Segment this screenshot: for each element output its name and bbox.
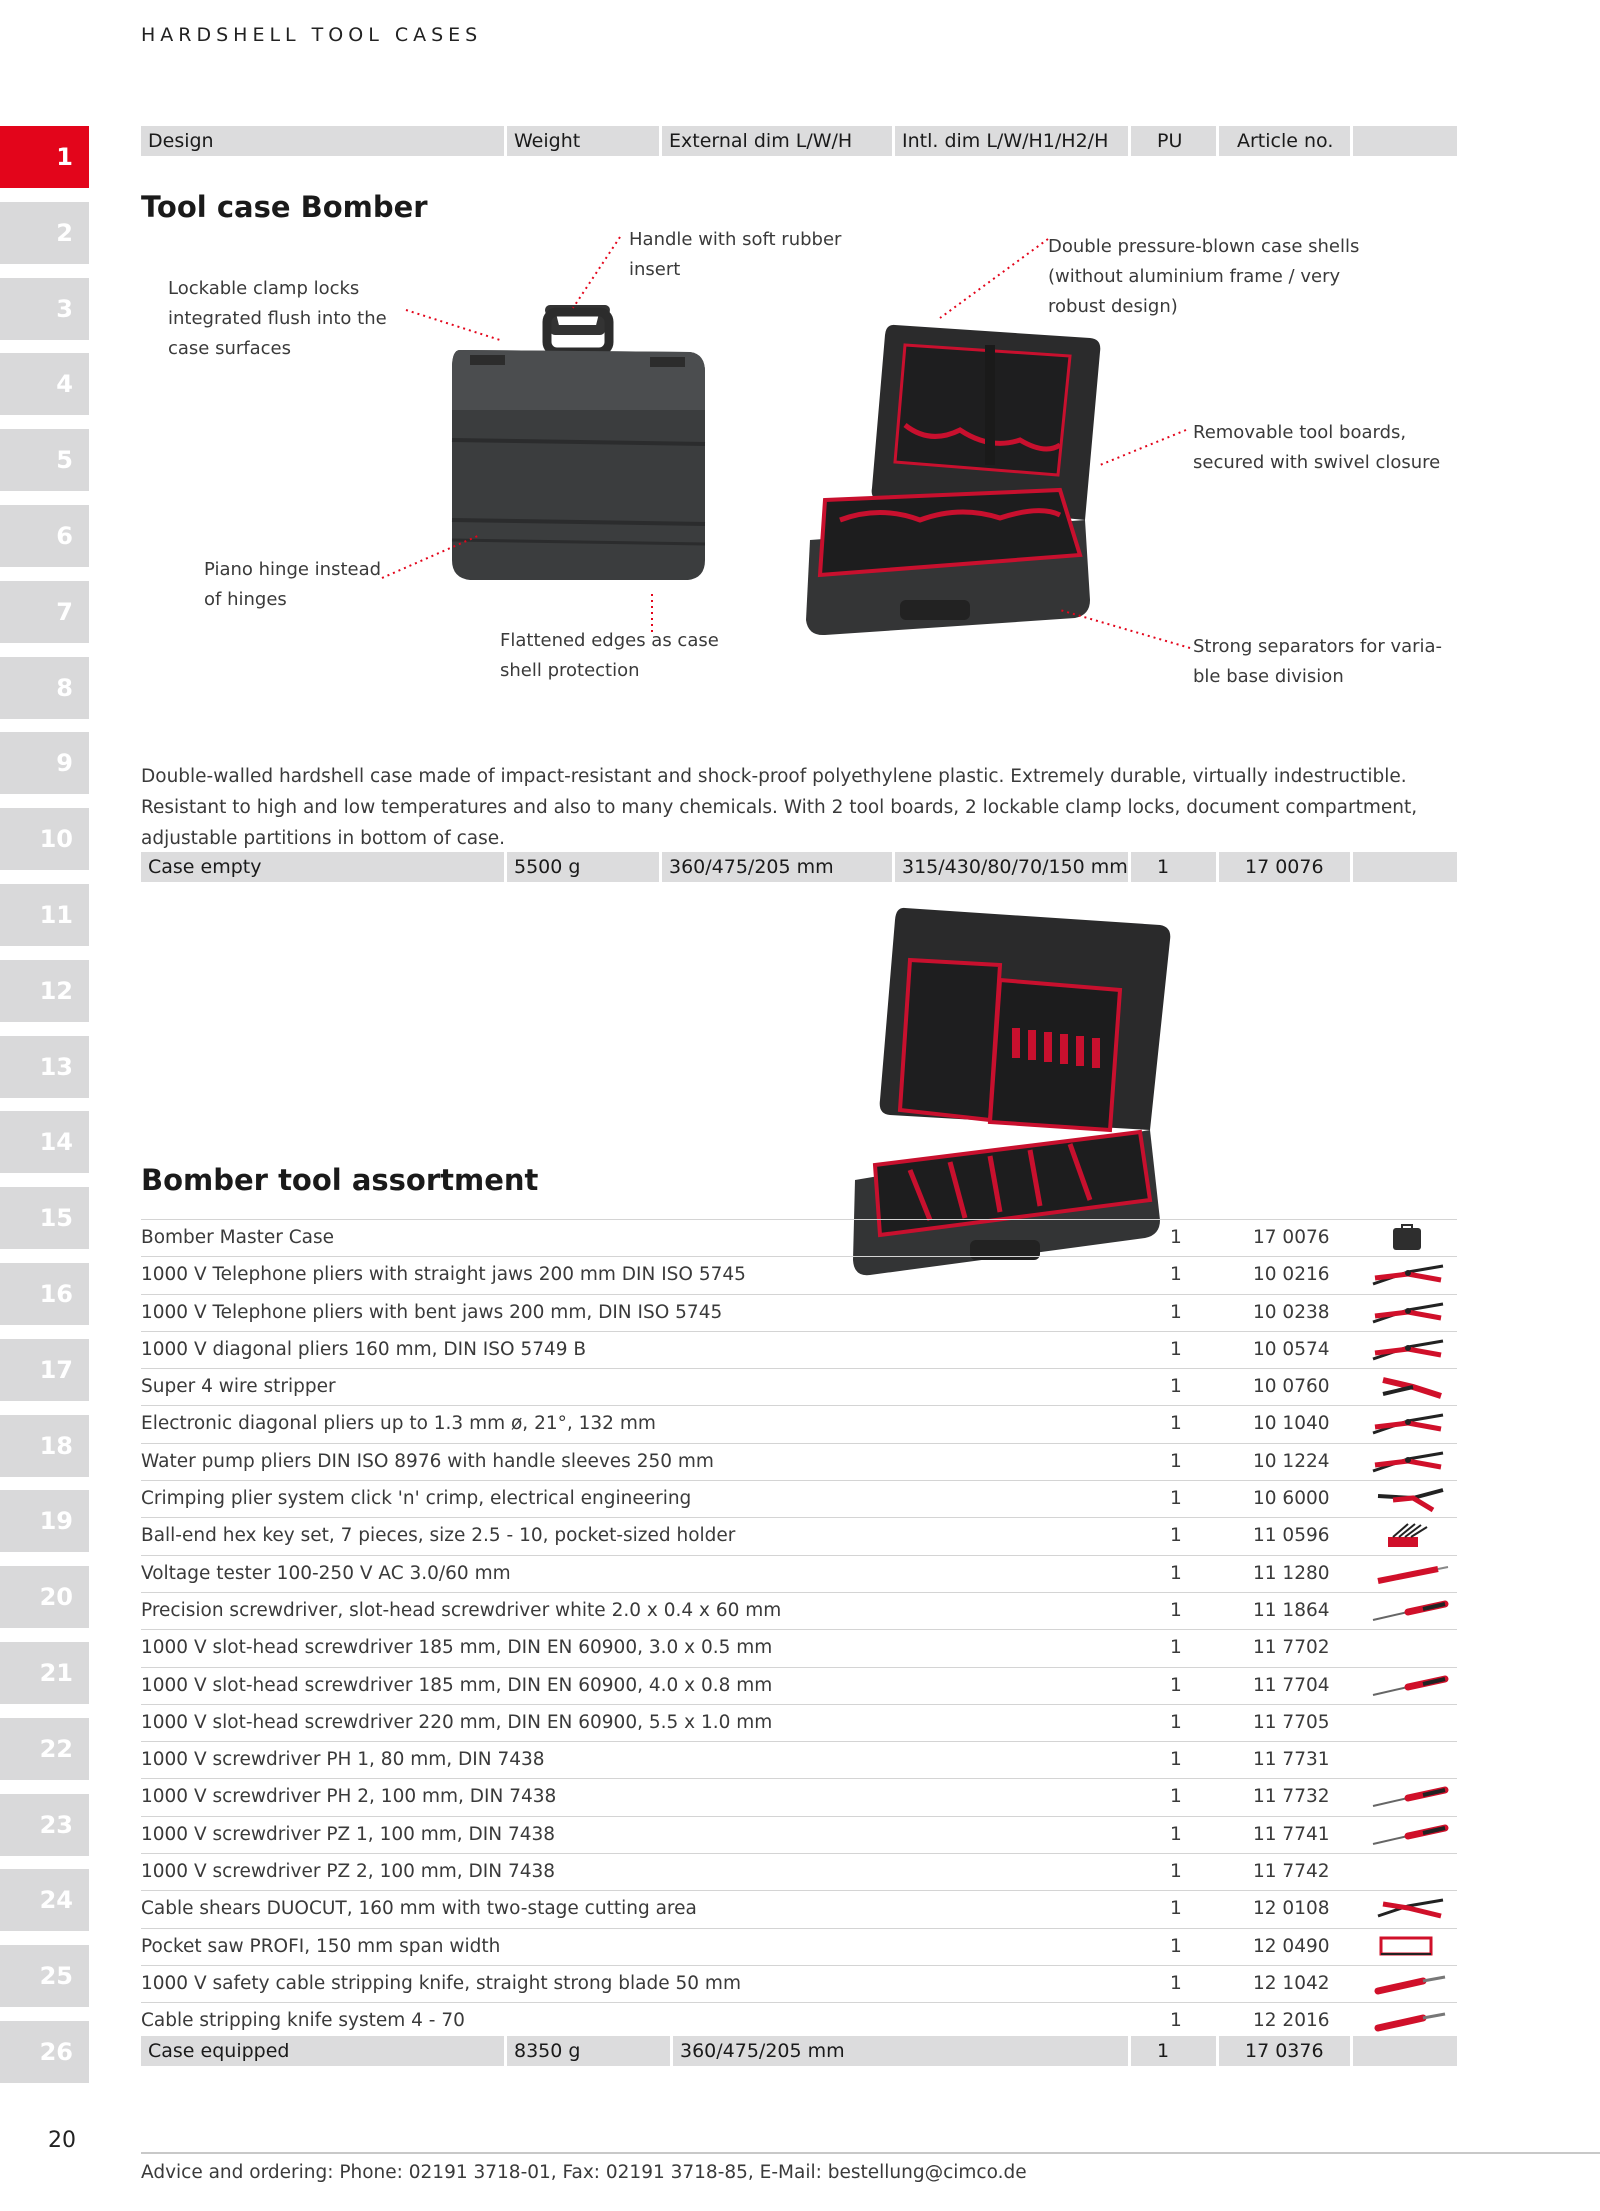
chapter-tab-24[interactable]: 24 bbox=[0, 1869, 89, 1931]
table-row bbox=[141, 1517, 1457, 1554]
callout-separators: Strong separators for varia-ble base division bbox=[1193, 636, 1443, 687]
header-internal-dim: Intl. dim L/W/H1/H2/H bbox=[895, 126, 1128, 156]
footer-divider bbox=[141, 2152, 1600, 2154]
item-pu: 1 bbox=[1170, 1413, 1182, 1435]
table-row bbox=[141, 1256, 1457, 1293]
callout-clamp-locks: Lockable clamp locks integrated flush into the case surfaces bbox=[168, 278, 387, 359]
screwdriver-icon bbox=[1363, 1671, 1453, 1701]
item-article-no: 17 0076 bbox=[1253, 1227, 1330, 1248]
knife-icon bbox=[1363, 2006, 1453, 2036]
chapter-tab-25[interactable]: 25 bbox=[0, 1945, 89, 2007]
chapter-tab-16[interactable]: 16 bbox=[0, 1263, 89, 1325]
table-row bbox=[141, 1741, 1457, 1778]
chapter-tab-12[interactable]: 12 bbox=[0, 960, 89, 1022]
pliers-icon bbox=[1363, 1409, 1453, 1439]
callout-case-shells: Double pressure-blown case shells (without aluminium frame / very robust design) bbox=[1048, 236, 1360, 317]
case-icon bbox=[1363, 1223, 1453, 1253]
chapter-tab-22[interactable]: 22 bbox=[0, 1718, 89, 1780]
item-article-no: 10 0238 bbox=[1253, 1301, 1330, 1323]
item-pu: 1 bbox=[1170, 1674, 1182, 1696]
item-name: Precision screwdriver, slot-head screwdriver white 2.0 x 0.4 x 60 mm bbox=[141, 1599, 782, 1621]
item-article-no: 10 6000 bbox=[1253, 1488, 1330, 1510]
item-article-no: 12 2016 bbox=[1253, 2010, 1330, 2032]
chapter-tab-19[interactable]: 19 bbox=[0, 1490, 89, 1552]
callout-handle: Handle with soft rubber insert bbox=[629, 229, 842, 280]
item-name: Pocket saw PROFI, 150 mm span width bbox=[141, 1935, 501, 1957]
table-row bbox=[141, 1555, 1457, 1592]
case-equipped-weight: 8350 g bbox=[507, 2036, 670, 2066]
chapter-tab-5[interactable]: 5 bbox=[0, 429, 89, 491]
footer-contact: Advice and ordering: Phone: 02191 3718-01, Fax: 02191 3718-85, E-Mail: bestellung@cimco.de bbox=[141, 2162, 1027, 2183]
tool-case-illustration bbox=[0, 0, 1600, 740]
callout-flattened-edges: Flattened edges as case shell protection bbox=[500, 630, 719, 681]
chapter-tab-3[interactable]: 3 bbox=[0, 278, 89, 340]
item-pu: 1 bbox=[1170, 1637, 1182, 1659]
table-row bbox=[141, 1928, 1457, 1965]
chapter-tab-20[interactable]: 20 bbox=[0, 1566, 89, 1628]
item-name: Super 4 wire stripper bbox=[141, 1376, 336, 1398]
closed-case-image bbox=[452, 310, 705, 580]
item-article-no: 10 1224 bbox=[1253, 1450, 1330, 1472]
case-empty-internal: 315/430/80/70/150 mm bbox=[895, 852, 1128, 882]
item-article-no: 11 7741 bbox=[1253, 1823, 1330, 1845]
chapter-tab-13[interactable]: 13 bbox=[0, 1036, 89, 1098]
item-article-no: 11 0596 bbox=[1253, 1525, 1330, 1547]
item-pu: 1 bbox=[1170, 1376, 1182, 1398]
hex-key-icon bbox=[1363, 1521, 1453, 1551]
table-row bbox=[141, 1294, 1457, 1331]
item-name: 1000 V screwdriver PH 2, 100 mm, DIN 7438 bbox=[141, 1786, 557, 1808]
item-pu: 1 bbox=[1170, 1525, 1182, 1547]
shears-icon bbox=[1363, 1894, 1453, 1924]
item-pu: 1 bbox=[1170, 1599, 1182, 1621]
item-pu: 1 bbox=[1170, 1450, 1182, 1472]
screwdriver-icon bbox=[1363, 1596, 1453, 1626]
chapter-tab-11[interactable]: 11 bbox=[0, 884, 89, 946]
chapter-tab-6[interactable]: 6 bbox=[0, 505, 89, 567]
table-row bbox=[141, 1219, 1457, 1256]
product-description: Double-walled hardshell case made of impact-resistant and shock-proof polyethylene plastic. Extremely durable, virtually indestructible. Resistant to high and low temperatures and also to many chemicals. With 2 tool boards, 2 lockable clamp locks, document compartment, adjustable partitions in bottom of case. bbox=[141, 766, 1418, 849]
case-equipped-pu: 1 bbox=[1131, 2036, 1216, 2066]
item-pu: 1 bbox=[1170, 1749, 1182, 1771]
table-row bbox=[141, 1890, 1457, 1927]
item-pu: 1 bbox=[1170, 1264, 1182, 1286]
chapter-tab-14[interactable]: 14 bbox=[0, 1111, 89, 1173]
case-equipped-blank bbox=[1353, 2036, 1457, 2066]
item-article-no: 12 1042 bbox=[1253, 1972, 1330, 1994]
case-equipped-design: Case equipped bbox=[141, 2036, 504, 2066]
pliers-icon bbox=[1363, 1335, 1453, 1365]
item-name: 1000 V Telephone pliers with bent jaws 200 mm, DIN ISO 5745 bbox=[141, 1301, 723, 1323]
pliers-icon bbox=[1363, 1447, 1453, 1477]
item-name: 1000 V slot-head screwdriver 185 mm, DIN EN 60900, 3.0 x 0.5 mm bbox=[141, 1637, 773, 1659]
chapter-tab-4[interactable]: 4 bbox=[0, 353, 89, 415]
table-row bbox=[141, 1667, 1457, 1704]
item-article-no: 12 0108 bbox=[1253, 1898, 1330, 1920]
item-name: Voltage tester 100-250 V AC 3.0/60 mm bbox=[141, 1562, 511, 1584]
case-equipped-row bbox=[141, 2036, 1457, 2066]
table-row bbox=[141, 1592, 1457, 1629]
chapter-tab-7[interactable]: 7 bbox=[0, 581, 89, 643]
item-pu: 1 bbox=[1170, 1786, 1182, 1808]
item-article-no: 11 7704 bbox=[1253, 1674, 1330, 1696]
item-name: 1000 V diagonal pliers 160 mm, DIN ISO 5749 B bbox=[141, 1338, 587, 1360]
chapter-tab-21[interactable]: 21 bbox=[0, 1642, 89, 1704]
item-name: 1000 V screwdriver PH 1, 80 mm, DIN 7438 bbox=[141, 1749, 545, 1771]
item-pu: 1 bbox=[1170, 1935, 1182, 1957]
callout-tool-boards: Removable tool boards, secured with swivel closure bbox=[1193, 422, 1441, 473]
case-empty-pu: 1 bbox=[1131, 852, 1216, 882]
item-article-no: 11 7742 bbox=[1253, 1861, 1330, 1883]
item-article-no: 11 7705 bbox=[1253, 1711, 1330, 1733]
chapter-tab-23[interactable]: 23 bbox=[0, 1794, 89, 1856]
item-pu: 1 bbox=[1170, 1711, 1182, 1733]
item-name: Water pump pliers DIN ISO 8976 with handle sleeves 250 mm bbox=[141, 1450, 714, 1472]
case-equipped-article: 17 0376 bbox=[1219, 2036, 1350, 2066]
item-pu: 1 bbox=[1170, 1972, 1182, 1994]
table-row bbox=[141, 1368, 1457, 1405]
chapter-tab-1[interactable]: 1 bbox=[0, 126, 89, 188]
header-pu: PU bbox=[1131, 126, 1216, 156]
section-title-tool-case: Tool case Bomber bbox=[141, 190, 428, 224]
item-name: Cable stripping knife system 4 - 70 bbox=[141, 2010, 465, 2032]
item-name: Ball-end hex key set, 7 pieces, size 2.5 - 10, pocket-sized holder bbox=[141, 1525, 736, 1547]
case-empty-design: Case empty bbox=[141, 852, 504, 882]
item-name: 1000 V slot-head screwdriver 220 mm, DIN EN 60900, 5.5 x 1.0 mm bbox=[141, 1711, 773, 1733]
item-name: Bomber Master Case bbox=[141, 1227, 334, 1248]
chapter-tab-8[interactable]: 8 bbox=[0, 657, 89, 719]
case-empty-blank bbox=[1353, 852, 1457, 882]
item-pu: 1 bbox=[1170, 2010, 1182, 2032]
table-row bbox=[141, 1965, 1457, 2002]
item-article-no: 11 1280 bbox=[1253, 1562, 1330, 1584]
item-article-no: 12 0490 bbox=[1253, 1935, 1330, 1957]
item-article-no: 10 0760 bbox=[1253, 1376, 1330, 1398]
item-article-no: 10 1040 bbox=[1253, 1413, 1330, 1435]
saw-icon bbox=[1363, 1932, 1453, 1962]
header-weight: Weight bbox=[507, 126, 659, 156]
header-article-no: Article no. bbox=[1219, 126, 1350, 156]
item-pu: 1 bbox=[1170, 1898, 1182, 1920]
header-design: Design bbox=[141, 126, 504, 156]
chapter-tab-15[interactable]: 15 bbox=[0, 1187, 89, 1249]
case-empty-row bbox=[141, 852, 1457, 882]
item-name: 1000 V Telephone pliers with straight jaws 200 mm DIN ISO 5745 bbox=[141, 1264, 746, 1286]
page-number: 20 bbox=[48, 2128, 76, 2153]
table-row bbox=[141, 2002, 1457, 2039]
chapter-title: HARDSHELL TOOL CASES bbox=[141, 24, 483, 46]
pliers-icon bbox=[1363, 1260, 1453, 1290]
item-article-no: 10 0216 bbox=[1253, 1264, 1330, 1286]
item-name: 1000 V screwdriver PZ 2, 100 mm, DIN 7438 bbox=[141, 1861, 556, 1883]
item-name: 1000 V slot-head screwdriver 185 mm, DIN EN 60900, 4.0 x 0.8 mm bbox=[141, 1674, 773, 1696]
item-article-no: 11 7732 bbox=[1253, 1786, 1330, 1808]
screwdriver-icon bbox=[1363, 1820, 1453, 1850]
screwdriver-icon bbox=[1363, 1782, 1453, 1812]
item-name: 1000 V safety cable stripping knife, straight strong blade 50 mm bbox=[141, 1972, 741, 1994]
item-article-no: 11 7731 bbox=[1253, 1749, 1330, 1771]
item-pu: 1 bbox=[1170, 1823, 1182, 1845]
chapter-tab-2[interactable]: 2 bbox=[0, 202, 89, 264]
stripper-icon bbox=[1363, 1372, 1453, 1402]
callout-piano-hinge: Piano hinge instead of hinges bbox=[204, 559, 382, 610]
item-pu: 1 bbox=[1170, 1562, 1182, 1584]
item-name: 1000 V screwdriver PZ 1, 100 mm, DIN 7438 bbox=[141, 1823, 556, 1845]
table-row bbox=[141, 1778, 1457, 1815]
item-pu: 1 bbox=[1170, 1338, 1182, 1360]
pliers-icon bbox=[1363, 1298, 1453, 1328]
chapter-tab-10[interactable]: 10 bbox=[0, 808, 89, 870]
table-row bbox=[141, 1704, 1457, 1741]
header-external-dim: External dim L/W/H bbox=[662, 126, 892, 156]
section-title-assortment: Bomber tool assortment bbox=[141, 1163, 539, 1197]
table-row bbox=[141, 1480, 1457, 1517]
crimper-icon bbox=[1363, 1484, 1453, 1514]
table-row bbox=[141, 1816, 1457, 1853]
item-name: Crimping plier system click 'n' crimp, electrical engineering bbox=[141, 1488, 692, 1510]
assortment-list bbox=[141, 1219, 1457, 2040]
chapter-tab-9[interactable]: 9 bbox=[0, 732, 89, 794]
open-case-image bbox=[806, 325, 1100, 635]
item-article-no: 11 1864 bbox=[1253, 1599, 1330, 1621]
case-empty-weight: 5500 g bbox=[507, 852, 659, 882]
table-row bbox=[141, 1405, 1457, 1442]
knife-icon bbox=[1363, 1969, 1453, 1999]
table-row bbox=[141, 1443, 1457, 1480]
case-equipped-external: 360/475/205 mm bbox=[673, 2036, 1128, 2066]
case-empty-article: 17 0076 bbox=[1219, 852, 1350, 882]
chapter-tab-17[interactable]: 17 bbox=[0, 1339, 89, 1401]
chapter-tab-26[interactable]: 26 bbox=[0, 2021, 89, 2083]
item-name: Electronic diagonal pliers up to 1.3 mm ø, 21°, 132 mm bbox=[141, 1413, 656, 1435]
item-pu: 1 bbox=[1170, 1301, 1182, 1323]
item-pu: 1 bbox=[1170, 1227, 1182, 1248]
table-row bbox=[141, 1629, 1457, 1666]
table-row bbox=[141, 1331, 1457, 1368]
case-empty-external: 360/475/205 mm bbox=[662, 852, 892, 882]
table-row bbox=[141, 1853, 1457, 1890]
item-article-no: 11 7702 bbox=[1253, 1637, 1330, 1659]
item-name: Cable shears DUOCUT, 160 mm with two-stage cutting area bbox=[141, 1898, 697, 1920]
chapter-tab-18[interactable]: 18 bbox=[0, 1415, 89, 1477]
item-pu: 1 bbox=[1170, 1488, 1182, 1510]
item-pu: 1 bbox=[1170, 1861, 1182, 1883]
tester-icon bbox=[1363, 1559, 1453, 1589]
item-article-no: 10 0574 bbox=[1253, 1338, 1330, 1360]
